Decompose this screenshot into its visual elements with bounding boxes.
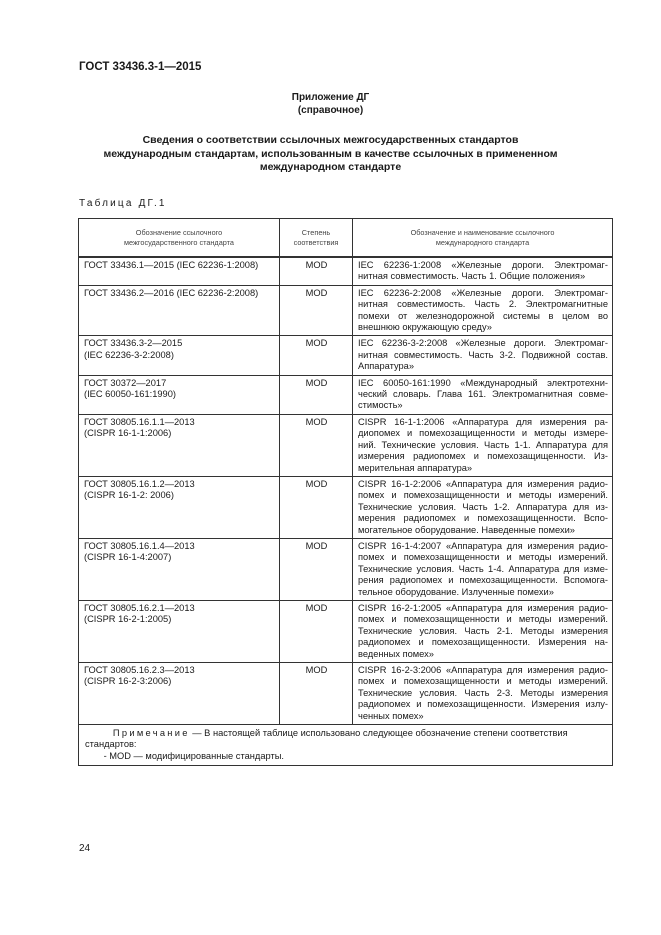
degree-cell: MOD (280, 663, 353, 725)
table-row (79, 538, 613, 600)
note-line (85, 751, 607, 762)
note-line (85, 728, 607, 739)
section-heading-line: Сведения о соответствии ссылочных межгосударственных стандартов (142, 134, 519, 146)
intl-standard-text: помех и помехозащищенности и методы измерений. (358, 552, 608, 563)
table-row (79, 375, 613, 414)
intl-standard-cell (353, 257, 613, 285)
intl-standard-text: IEC 60050-161:1990 «Международный электротехни- (358, 377, 608, 388)
intl-standard-text: ческий словарь. Глава 161. Электромагнитная совме- (358, 389, 608, 400)
ref-standard-cell (79, 476, 280, 538)
table-note (79, 725, 613, 766)
section-heading-line: международном стандарте (259, 161, 402, 173)
ref-standard-text: ГОСТ 30372—2017 (84, 377, 167, 388)
intl-standard-text: Технические условия. Часть 2-1. Методы измерения (358, 625, 608, 636)
intl-standard-text: Технические условия. Часть 2-3. Методы измерения (358, 687, 608, 698)
ref-standard-text: (IEC 62236-3-2:2008) (84, 349, 174, 360)
intl-standard-text: помех и помехозащищенности и методы измерений. (358, 676, 608, 687)
note-text: - MOD — модифицированные стандарты. (103, 750, 285, 761)
degree-cell: MOD (280, 538, 353, 600)
intl-standard-text: Технические условия. Часть 1-4. Аппаратура для изме- (358, 563, 608, 574)
intl-standard-text: ченных помех» (358, 710, 424, 721)
intl-standard-text: радиопомех и помехозащищенности. Измерения излу- (358, 699, 608, 710)
intl-standard-text: радиопомех и помехозащищенности. Измерения на- (358, 637, 608, 648)
intl-standard-text: ний. Технические условия. Часть 1-1. Аппаратура для (358, 439, 608, 450)
table-note-row (79, 725, 613, 766)
table-row (79, 600, 613, 662)
ref-standard-text: ГОСТ 30805.16.1.1—2013 (84, 416, 195, 427)
table-row (79, 414, 613, 476)
degree-cell: MOD (280, 476, 353, 538)
table-row (79, 663, 613, 725)
intl-standard-cell (353, 285, 613, 336)
intl-standard-text: Аппаратура» (358, 361, 414, 372)
ref-standard-cell (79, 336, 280, 375)
intl-standard-text: IEC 62236-2:2008 «Железные дороги. Электромаг- (358, 287, 608, 298)
intl-standard-text: IEC 62236-3-2:2008 «Железные дороги. Электромаг- (358, 338, 608, 349)
intl-standard-text: CISPR 16-1-2:2006 «Аппаратура для измерения радио- (358, 478, 608, 489)
ref-standard-text: (IEC 60050-161:1990) (84, 389, 176, 400)
ref-standard-cell (79, 285, 280, 336)
intl-standard-cell (353, 375, 613, 414)
ref-standard-text: ГОСТ 33436.3-2—2015 (84, 338, 183, 349)
section-heading-line: международным стандартам, использованным в качестве ссылочных в примененном (103, 147, 558, 160)
degree-cell: MOD (280, 375, 353, 414)
table-row (79, 257, 613, 285)
table-header-row (79, 219, 613, 258)
header-text: Обозначение ссылочного (135, 227, 223, 237)
ref-standard-text: ГОСТ 30805.16.2.3—2013 (84, 665, 195, 675)
appendix-subtitle: (справочное) (297, 105, 364, 116)
intl-standard-cell (353, 414, 613, 476)
intl-standard-text: CISPR 16-2-1:2005 «Аппаратура для измерения радио- (358, 602, 608, 613)
intl-standard-text: помех и помехозащищенности и методы измерений. (358, 614, 608, 625)
degree-cell: MOD (280, 336, 353, 375)
header-degree (280, 219, 353, 258)
intl-standard-cell (353, 476, 613, 538)
ref-standard-text: (CISPR 16-2-3:2006) (84, 676, 172, 687)
header-ref-standard (79, 219, 280, 258)
intl-standard-text: внешнюю окружающую среду» (358, 322, 492, 333)
ref-standard-cell (79, 257, 280, 285)
table-row (79, 476, 613, 538)
ref-standard-cell (79, 538, 280, 600)
ref-standard-text: (CISPR 16-2-1:2005) (84, 614, 172, 625)
intl-standard-text: нитная совместимость. Часть 1. Общие положения» (358, 271, 586, 282)
intl-standard-cell (353, 336, 613, 375)
intl-standard-cell (353, 600, 613, 662)
intl-standard-cell (353, 538, 613, 600)
header-intl-standard (353, 219, 613, 258)
intl-standard-text: стимость» (358, 400, 403, 411)
intl-standard-text: нитная совместимость. Часть 3-2. Подвижной состав. (358, 349, 608, 360)
intl-standard-text: могательное оборудование. Наведенные помехи» (358, 524, 575, 535)
header-text: соответствия (293, 237, 339, 247)
section-heading (90, 134, 571, 175)
note-text: — В настоящей таблице использовано следующее обозначение степени соответствия (189, 728, 568, 739)
correspondence-table (78, 218, 613, 766)
intl-standard-text: тельное оборудование. Излученные помехи» (358, 586, 554, 597)
ref-standard-text: (CISPR 16-1-1:2006) (84, 428, 172, 439)
intl-standard-text: нитная совместимость. Часть 2. Электромагнитные (358, 299, 608, 310)
degree-cell: MOD (280, 285, 353, 336)
intl-standard-cell (353, 663, 613, 725)
intl-standard-text: измерения радиопомех и помехозащищенности. Из- (358, 451, 608, 462)
table-row (79, 285, 613, 336)
ref-standard-text: ГОСТ 30805.16.2.1—2013 (84, 602, 195, 613)
ref-standard-cell (79, 663, 280, 725)
ref-standard-text: ГОСТ 33436.2—2016 (IEC 62236-2:2008) (84, 287, 259, 298)
table-row (79, 336, 613, 375)
intl-standard-text: помехи от железнодорожной системы в целом во (358, 310, 608, 321)
note-title: Примечание (112, 728, 190, 739)
ref-standard-cell (79, 375, 280, 414)
intl-standard-text: CISPR 16-1-1:2006 «Аппаратура для измерения ра- (358, 416, 608, 427)
degree-cell: MOD (280, 257, 353, 285)
header-text: Степень (301, 227, 331, 237)
ref-standard-text: ГОСТ 30805.16.1.4—2013 (84, 540, 195, 551)
intl-standard-text: помех и помехозащищенности и методы измерений. (358, 490, 608, 501)
intl-standard-text: мерения радиопомех и помехозащищенности. Вспо- (358, 513, 608, 524)
intl-standard-text: CISPR 16-2-3:2006 «Аппаратура для измерения радио- (358, 665, 608, 675)
page-number: 24 (79, 843, 91, 854)
appendix-title: Приложение ДГ (291, 92, 370, 103)
intl-standard-text: Технические условия. Часть 1-2. Аппаратура для из- (358, 501, 608, 512)
intl-standard-text: рения радиопомех и помехозащищенности. Вспомога- (358, 575, 608, 586)
appendix-heading (0, 91, 661, 117)
ref-standard-text: (CISPR 16-1-4:2007) (84, 552, 172, 563)
degree-cell: MOD (280, 600, 353, 662)
header-text: международного стандарта (435, 237, 530, 247)
ref-standard-cell (79, 414, 280, 476)
ref-standard-cell (79, 600, 280, 662)
intl-standard-text: мерительная аппаратура» (358, 462, 473, 473)
ref-standard-text: (CISPR 16-1-2: 2006) (84, 490, 174, 501)
ref-standard-text: ГОСТ 33436.1—2015 (IEC 62236-1:2008) (84, 260, 259, 270)
intl-standard-text: веденных помех» (358, 648, 434, 659)
ref-standard-text: ГОСТ 30805.16.1.2—2013 (84, 478, 195, 489)
header-text: Обозначение и наименование ссылочного (410, 227, 555, 237)
degree-cell: MOD (280, 414, 353, 476)
intl-standard-text: IEC 62236-1:2008 «Железные дороги. Электромаг- (358, 260, 608, 270)
intl-standard-text: диопомех и помехозащищенности и методы измере- (358, 428, 608, 439)
document-code: ГОСТ 33436.3-1—2015 (79, 61, 202, 73)
table-label: Таблица ДГ.1 (79, 198, 167, 209)
intl-standard-text: CISPR 16-1-4:2007 «Аппаратура для измерения радио- (358, 540, 608, 551)
header-text: межгосударственного стандарта (124, 237, 234, 247)
note-line: стандартов: (85, 739, 137, 750)
